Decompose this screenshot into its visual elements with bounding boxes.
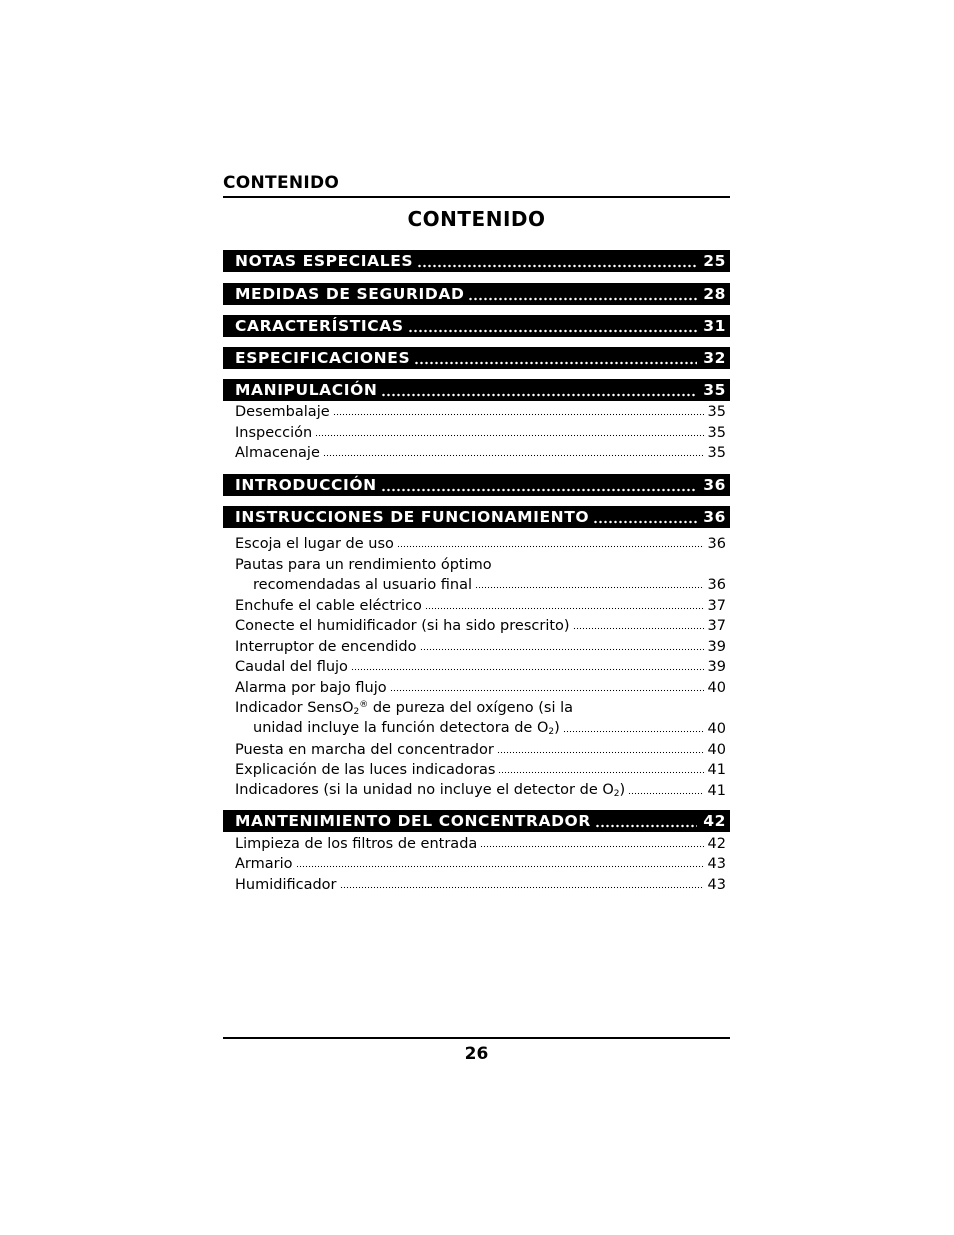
- running-header: CONTENIDO: [223, 173, 340, 193]
- entry-label: Almacenaje: [235, 445, 320, 461]
- footer-rule: [223, 1037, 730, 1039]
- entry-label: recomendadas al usuario final: [253, 577, 473, 593]
- entry-label: Escoja el lugar de uso: [235, 536, 394, 552]
- entry-label: Pautas para un rendimiento óptimo: [235, 557, 492, 573]
- section-page: 42: [703, 812, 726, 830]
- entry-page: 35: [707, 445, 726, 461]
- entry-page: 39: [707, 659, 726, 675]
- section-page: 36: [703, 508, 726, 526]
- toc-section-mantenimiento[interactable]: [223, 810, 730, 832]
- toc-section-instrucciones[interactable]: [223, 506, 730, 528]
- dot-leader: [408, 319, 698, 333]
- page-number: 26: [464, 1044, 489, 1064]
- dot-leader: [498, 771, 703, 774]
- section-label: CARACTERÍSTICAS: [235, 317, 404, 335]
- dot-leader: [475, 586, 704, 589]
- section-page: 32: [703, 349, 726, 367]
- section-page: 31: [703, 317, 726, 335]
- toc-entry-indicador-line1[interactable]: [235, 697, 573, 717]
- entry-label: Puesta en marcha del concentrador: [235, 742, 494, 758]
- entry-label: Alarma por bajo flujo: [235, 680, 387, 696]
- section-label: MANIPULACIÓN: [235, 381, 378, 399]
- entry-page: 35: [707, 404, 726, 420]
- toc-entry-limpieza[interactable]: [235, 832, 726, 852]
- section-label: INSTRUCCIONES DE FUNCIONAMIENTO: [235, 508, 590, 526]
- entry-label: Caudal del flujo: [235, 659, 348, 675]
- section-page: 36: [703, 476, 726, 494]
- entry-label: Humidificador: [235, 877, 337, 893]
- entry-page: 40: [707, 680, 726, 696]
- dot-leader: [563, 730, 704, 733]
- toc-entry-indicadores[interactable]: [235, 779, 726, 799]
- entry-page: 37: [707, 598, 726, 614]
- dot-leader: [340, 886, 704, 889]
- toc-entry-conecte[interactable]: [235, 614, 726, 634]
- dot-leader: [420, 648, 704, 651]
- entry-page: 37: [707, 618, 726, 634]
- toc-entry-pautas-line2[interactable]: [253, 573, 726, 593]
- dot-leader: [390, 689, 704, 692]
- dot-leader: [595, 814, 697, 828]
- section-label: ESPECIFICACIONES: [235, 349, 411, 367]
- dot-leader: [468, 287, 697, 301]
- toc-entry-desembalaje[interactable]: [235, 400, 726, 420]
- entry-page: 42: [707, 836, 726, 852]
- entry-label: Indicadores (si la unidad no incluye el detector de $O_2$): [235, 782, 626, 799]
- toc-section-manipulacion[interactable]: [223, 379, 730, 401]
- dot-leader: [381, 478, 697, 492]
- toc-entry-armario[interactable]: [235, 852, 726, 872]
- section-page: 25: [703, 252, 726, 270]
- dot-leader: [333, 413, 704, 416]
- entry-page: 36: [707, 577, 726, 593]
- toc-entry-caudal[interactable]: [235, 655, 726, 675]
- entry-page: 39: [707, 639, 726, 655]
- toc-entry-inspeccion[interactable]: [235, 421, 726, 441]
- toc-entry-almacenaje[interactable]: [235, 441, 726, 461]
- page-title: CONTENIDO: [407, 207, 546, 231]
- dot-leader: [425, 607, 704, 610]
- toc-entry-enchufe[interactable]: [235, 594, 726, 614]
- dot-leader: [315, 434, 703, 437]
- entry-page: 40: [707, 742, 726, 758]
- toc-entry-pautas-line1[interactable]: [235, 553, 492, 573]
- toc-section-notas-especiales[interactable]: [223, 250, 730, 272]
- entry-page: 36: [707, 536, 726, 552]
- entry-label: Enchufe el cable eléctrico: [235, 598, 422, 614]
- section-label: MEDIDAS DE SEGURIDAD: [235, 285, 465, 303]
- dot-leader: [414, 351, 697, 365]
- entry-page: 41: [707, 783, 726, 799]
- toc-section-introduccion[interactable]: [223, 474, 730, 496]
- dot-leader: [497, 751, 704, 754]
- dot-leader: [480, 845, 703, 848]
- entry-label: Conecte el humidificador (si ha sido prescrito): [235, 618, 570, 634]
- entry-label: Armario: [235, 856, 293, 872]
- section-page: 28: [703, 285, 726, 303]
- dot-leader: [573, 627, 704, 630]
- section-label: INTRODUCCIÓN: [235, 476, 377, 494]
- entry-page: 43: [707, 877, 726, 893]
- toc-section-especificaciones[interactable]: [223, 347, 730, 369]
- toc-entry-interruptor[interactable]: [235, 635, 726, 655]
- toc-entry-humidificador[interactable]: [235, 873, 726, 893]
- dot-leader: [381, 383, 697, 397]
- entry-label: Limpieza de los filtros de entrada: [235, 836, 478, 852]
- dot-leader: [628, 792, 703, 795]
- entry-label: Interruptor de encendido: [235, 639, 417, 655]
- entry-label: Desembalaje: [235, 404, 330, 420]
- entry-page: 43: [707, 856, 726, 872]
- toc-entry-escoja[interactable]: [235, 532, 726, 552]
- header-rule: [223, 196, 730, 198]
- entry-label: unidad incluye la función detectora de $O_2$): [253, 720, 560, 737]
- entry-label: Indicador SensO$_2$® de pureza del oxígeno (si la: [235, 700, 573, 717]
- entry-page: 41: [707, 762, 726, 778]
- toc-entry-puesta[interactable]: [235, 738, 726, 758]
- toc-entry-explicacion[interactable]: [235, 758, 726, 778]
- dot-leader: [351, 668, 704, 671]
- section-label: MANTENIMIENTO DEL CONCENTRADOR: [235, 812, 591, 830]
- toc-entry-indicador-line2[interactable]: [253, 717, 726, 737]
- section-label: NOTAS ESPECIALES: [235, 252, 414, 270]
- dot-leader: [397, 545, 704, 548]
- dot-leader: [323, 454, 704, 457]
- dot-leader: [593, 510, 697, 524]
- dot-leader: [296, 865, 704, 868]
- entry-page: 35: [707, 425, 726, 441]
- toc-section-caracteristicas[interactable]: [223, 315, 730, 337]
- entry-page: 40: [707, 721, 726, 737]
- toc-entry-alarma[interactable]: [235, 676, 726, 696]
- entry-label: Explicación de las luces indicadoras: [235, 762, 496, 778]
- section-page: 35: [703, 381, 726, 399]
- dot-leader: [417, 254, 697, 268]
- entry-label: Inspección: [235, 425, 313, 441]
- toc-section-medidas-de-seguridad[interactable]: [223, 283, 730, 305]
